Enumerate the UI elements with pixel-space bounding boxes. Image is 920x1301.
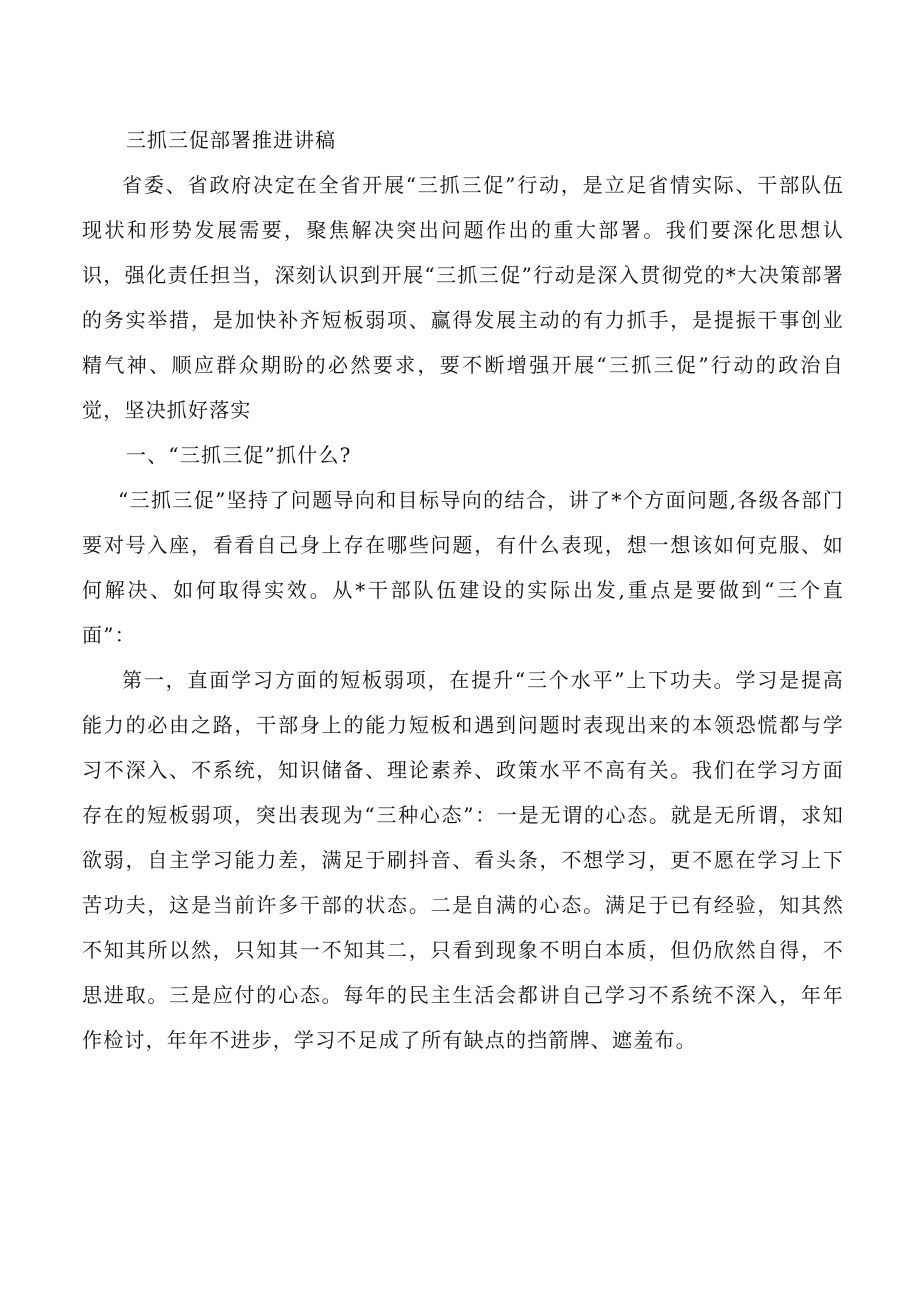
document-body — [82, 118, 844, 1063]
paragraph-intro: 省委、省政府决定在全省开展“三抓三促”行动，是立足省情实际、干部队伍现状和形势发展需要，聚焦解决突出问题作出的重大部署。我们要深化思想认识，强化责任担当，深刻认识到开展“三抓三促”行动是深入贯彻党的*大决策部署的务实举措，是加快补齐短板弱项、赢得发展主动的有力抓手，是提振干事创业精气神、顺应群众期盼的必然要求，要不断增强开展“三抓三促”行动的政治自觉，坚决抓好落实 — [82, 173, 844, 422]
paragraph-first-point: 第一，直面学习方面的短板弱项，在提升“三个水平”上下功夫。学习是提高能力的必由之路，干部身上的能力短板和遇到问题时表现出来的本领恐慌都与学习不深入、不系统，知识储备、理论素养、政策水平不高有关。我们在学习方面存在的短板弱项，突出表现为“三种心态”：一是无谓的心态。就是无所谓，求知欲弱，自主学习能力差，满足于刷抖音、看头条，不想学习，更不愿在学习上下苦功夫，这是当前许多干部的状态。二是自满的心态。满足于已有经验，知其然不知其所以然，只知其一不知其二，只看到现象不明白本质，但仍欣然自得，不思进取。三是应付的心态。每年的民主生活会都讲自己学习不系统不深入，年年作检讨，年年不进步，学习不足成了所有缺点的挡箭牌、遮羞布。 — [82, 668, 844, 1052]
paragraph-problem-orientation: “三抓三促”坚持了问题导向和目标导向的结合，讲了*个方面问题,各级各部门要对号入座，看看自己身上存在哪些问题，有什么表现，想一想该如何克服、如何解决、如何取得实效。从*干部队伍建设的实际出发,重点是要做到“三个直面”： — [82, 488, 844, 647]
document-title: 三抓三促部署推进讲稿 — [126, 128, 336, 152]
section-heading-1: 一、“三抓三促”抓什么? — [126, 443, 352, 467]
